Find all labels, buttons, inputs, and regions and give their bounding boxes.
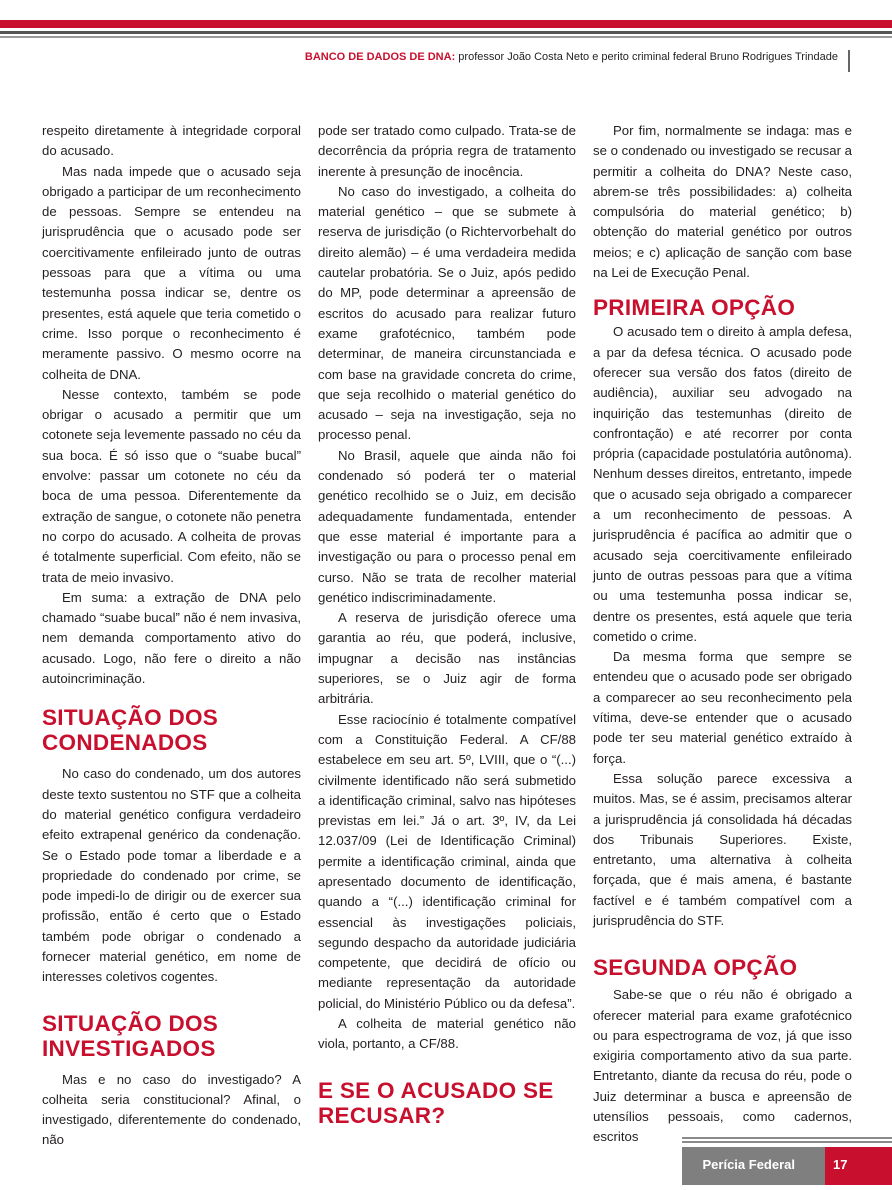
section-heading-segunda-opcao: SEGUNDA OPÇÃO xyxy=(593,955,798,981)
paragraph: No Brasil, aquele que ainda não foi condenado só poderá ter o material genético recolhido se o Juiz, em decisão adequadamente fundamentada, entender que esse material é importante para a investigação ou para o processo penal em curso. Não se trata de recolher material genético indiscriminadamente. xyxy=(318,447,576,605)
running-header-authors: professor João Costa Neto e perito criminal federal Bruno Rodrigues Trindade xyxy=(455,51,838,63)
footer-magazine-name: Perícia Federal xyxy=(682,1147,825,1185)
section-heading-primeira-opcao: PRIMEIRA OPÇÃO xyxy=(593,295,796,321)
paragraph: Da mesma forma que sempre se entendeu que o acusado pode ser obrigado a comparecer ao seu reconhecimento pela vítima, deve-se entender que o acusado pode ter seu material genético extraído à força. xyxy=(593,649,852,766)
running-header-topic: BANCO DE DADOS DE DNA: xyxy=(304,51,456,63)
section-heading-condenados: SITUAÇÃO DOS CONDENADOS xyxy=(42,705,219,756)
section-heading-recusa: E SE O ACUSADO SE RECUSAR? xyxy=(318,1077,554,1128)
top-rule-red xyxy=(0,20,892,28)
text-column-2 xyxy=(318,121,576,1128)
paragraph: Essa solução parece excessiva a muitos. Mas, se é assim, precisamos alterar a jurisprudência já consolidada há décadas dos Tribunais Superiores. Existe, entretanto, uma alternativa à colheita forçada, que é mais amena, é bastante factível e é também compatível com a jurisprudência do STF. xyxy=(593,770,852,928)
section-heading-investigados: SITUAÇÃO DOS INVESTIGADOS xyxy=(42,1010,219,1061)
top-rule-dark xyxy=(0,31,892,34)
page-number: 17 xyxy=(825,1147,892,1185)
paragraph: Em suma: a extração de DNA pelo chamado “suabe bucal” não é nem invasiva, nem demanda comportamento ativo do acusado. Logo, não fere o direito a não autoincriminação. xyxy=(42,589,301,687)
paragraph: No caso do condenado, um dos autores deste texto sustentou no STF que a colheita do material genético configura verdadeiro efeito extrapenal genérico da condenação. Se o Estado pode tomar a liberdade e a propriedade do condenado por crime, se pode impedi-lo de dirigir ou de exercer sua profissão, então é certo que o Estado também pode obrigar o condenado a fornecer material genético, em nome de interesses coletivos cogentes. xyxy=(42,766,301,985)
top-rule-gray xyxy=(0,36,892,38)
paragraph: Mas nada impede que o acusado seja obrigado a participar de um reconhecimento de pessoas. Sempre se entendeu na jurisprudência que o acusado pode ser coercitivamente enfileirado junto de outras pessoas para que a vítima ou uma testemunha possa indicar se, dentre os presentes, está aquele que teria cometido o crime. Isso porque o reconhecimento é meramente passivo. O mesmo ocorre na colheita de DNA. xyxy=(42,163,301,382)
footer-rule xyxy=(682,1141,892,1143)
paragraph: Mas e no caso do investigado? A colheita seria constitucional? Afinal, o investigado, diferentemente do condenado, não xyxy=(42,1071,301,1148)
text-column-1 xyxy=(42,121,301,1151)
running-header xyxy=(0,51,838,63)
paragraph: Por fim, normalmente se indaga: mas e se o condenado ou investigado se recusar a permitir a colheita do DNA? Neste caso, abrem-se três possibilidades: a) colheita compulsória do material genético; b) obtenção do material genético por outros meios; e c) aplicação de sanção com base na Lei de Execução Penal. xyxy=(593,123,852,281)
text-column-3 xyxy=(593,121,852,1148)
paragraph: Esse raciocínio é totalmente compatível com a Constituição Federal. A CF/88 estabelece em seu art. 5º, LVIII, que o “(...) civilmente identificado não será submetido a identificação criminal, salvo nas hipóteses previstas em lei.” Já o art. 3º, IV, da Lei 12.037/09 (Lei de Identificação Criminal) permite a identificação criminal, ainda que apresentado documento de identificação, quando a “(...) identificação criminal for essencial às investigações policiais, segundo despacho da autoridade judiciária competente, que decidirá de ofício ou mediante representação da autoridade policial, do Ministério Público ou da defesa”. xyxy=(318,711,576,1011)
footer-rule xyxy=(682,1137,892,1139)
paragraph: A reserva de jurisdição oferece uma garantia ao réu, que poderá, inclusive, impugnar a decisão nas instâncias superiores, se o Juiz agir de forma arbitrária. xyxy=(318,610,576,707)
header-divider xyxy=(848,50,850,72)
paragraph: Sabe-se que o réu não é obrigado a oferecer material para exame grafotécnico ou para espectrograma de voz, já que isso exigiria comportamento ativo da sua parte. Entretanto, diante da recusa do réu, pode o Juiz determinar a busca e apreensão de utensílios pessoais, como cadernos, escritos xyxy=(593,987,852,1145)
paragraph: O acusado tem o direito à ampla defesa, a par da defesa técnica. O acusado pode oferecer sua versão dos fatos (direito de audiência), auxiliar seu advogado na inquirição das testemunhas (direito de confrontação) e até recorrer por conta própria (capacidade postulatória autônoma). Nenhum desses direitos, entretanto, impede que o acusado seja obrigado a comparecer a um reconhecimento de pessoas. A jurisprudência é pacífica ao admitir que o acusado seja coercitivamente enfileirado junto de outras pessoas para que a vítima ou uma testemunha possa indicar se, dentre os presentes, está aquele que teria cometido o crime. xyxy=(593,324,852,644)
paragraph: No caso do investigado, a colheita do material genético – que se submete à reserva de jurisdição (o Richtervorbehalt do direito alemão) – é uma verdadeira medida cautelar probatória. Se o Juiz, após pedido do MP, pode determinar a apreensão de escritos do acusado para realizar futuro exame grafotécnico, também pode determinar, de maneira circunstanciada e com base na gravidade concreta do crime, que seja recolhido o material genético do acusado – seja na investigação, seja no processo penal. xyxy=(318,183,576,443)
paragraph: respeito diretamente à integridade corporal do acusado. xyxy=(42,123,301,159)
paragraph: Nesse contexto, também se pode obrigar o acusado a permitir que um cotonete seja levemente passado no céu da sua boca. É só isso que o “suabe bucal” envolve: passar um cotonete no céu da boca de uma pessoa. Diferentemente da extração de sangue, o cotonete não penetra no corpo do acusado. A colheita de provas é totalmente superficial. Com efeito, não se trata de meio invasivo. xyxy=(42,386,301,585)
paragraph: A colheita de material genético não viola, portanto, a CF/88. xyxy=(318,1016,576,1052)
paragraph: pode ser tratado como culpado. Trata-se de decorrência da própria regra de tratamento inerente à presunção de inocência. xyxy=(318,123,576,179)
